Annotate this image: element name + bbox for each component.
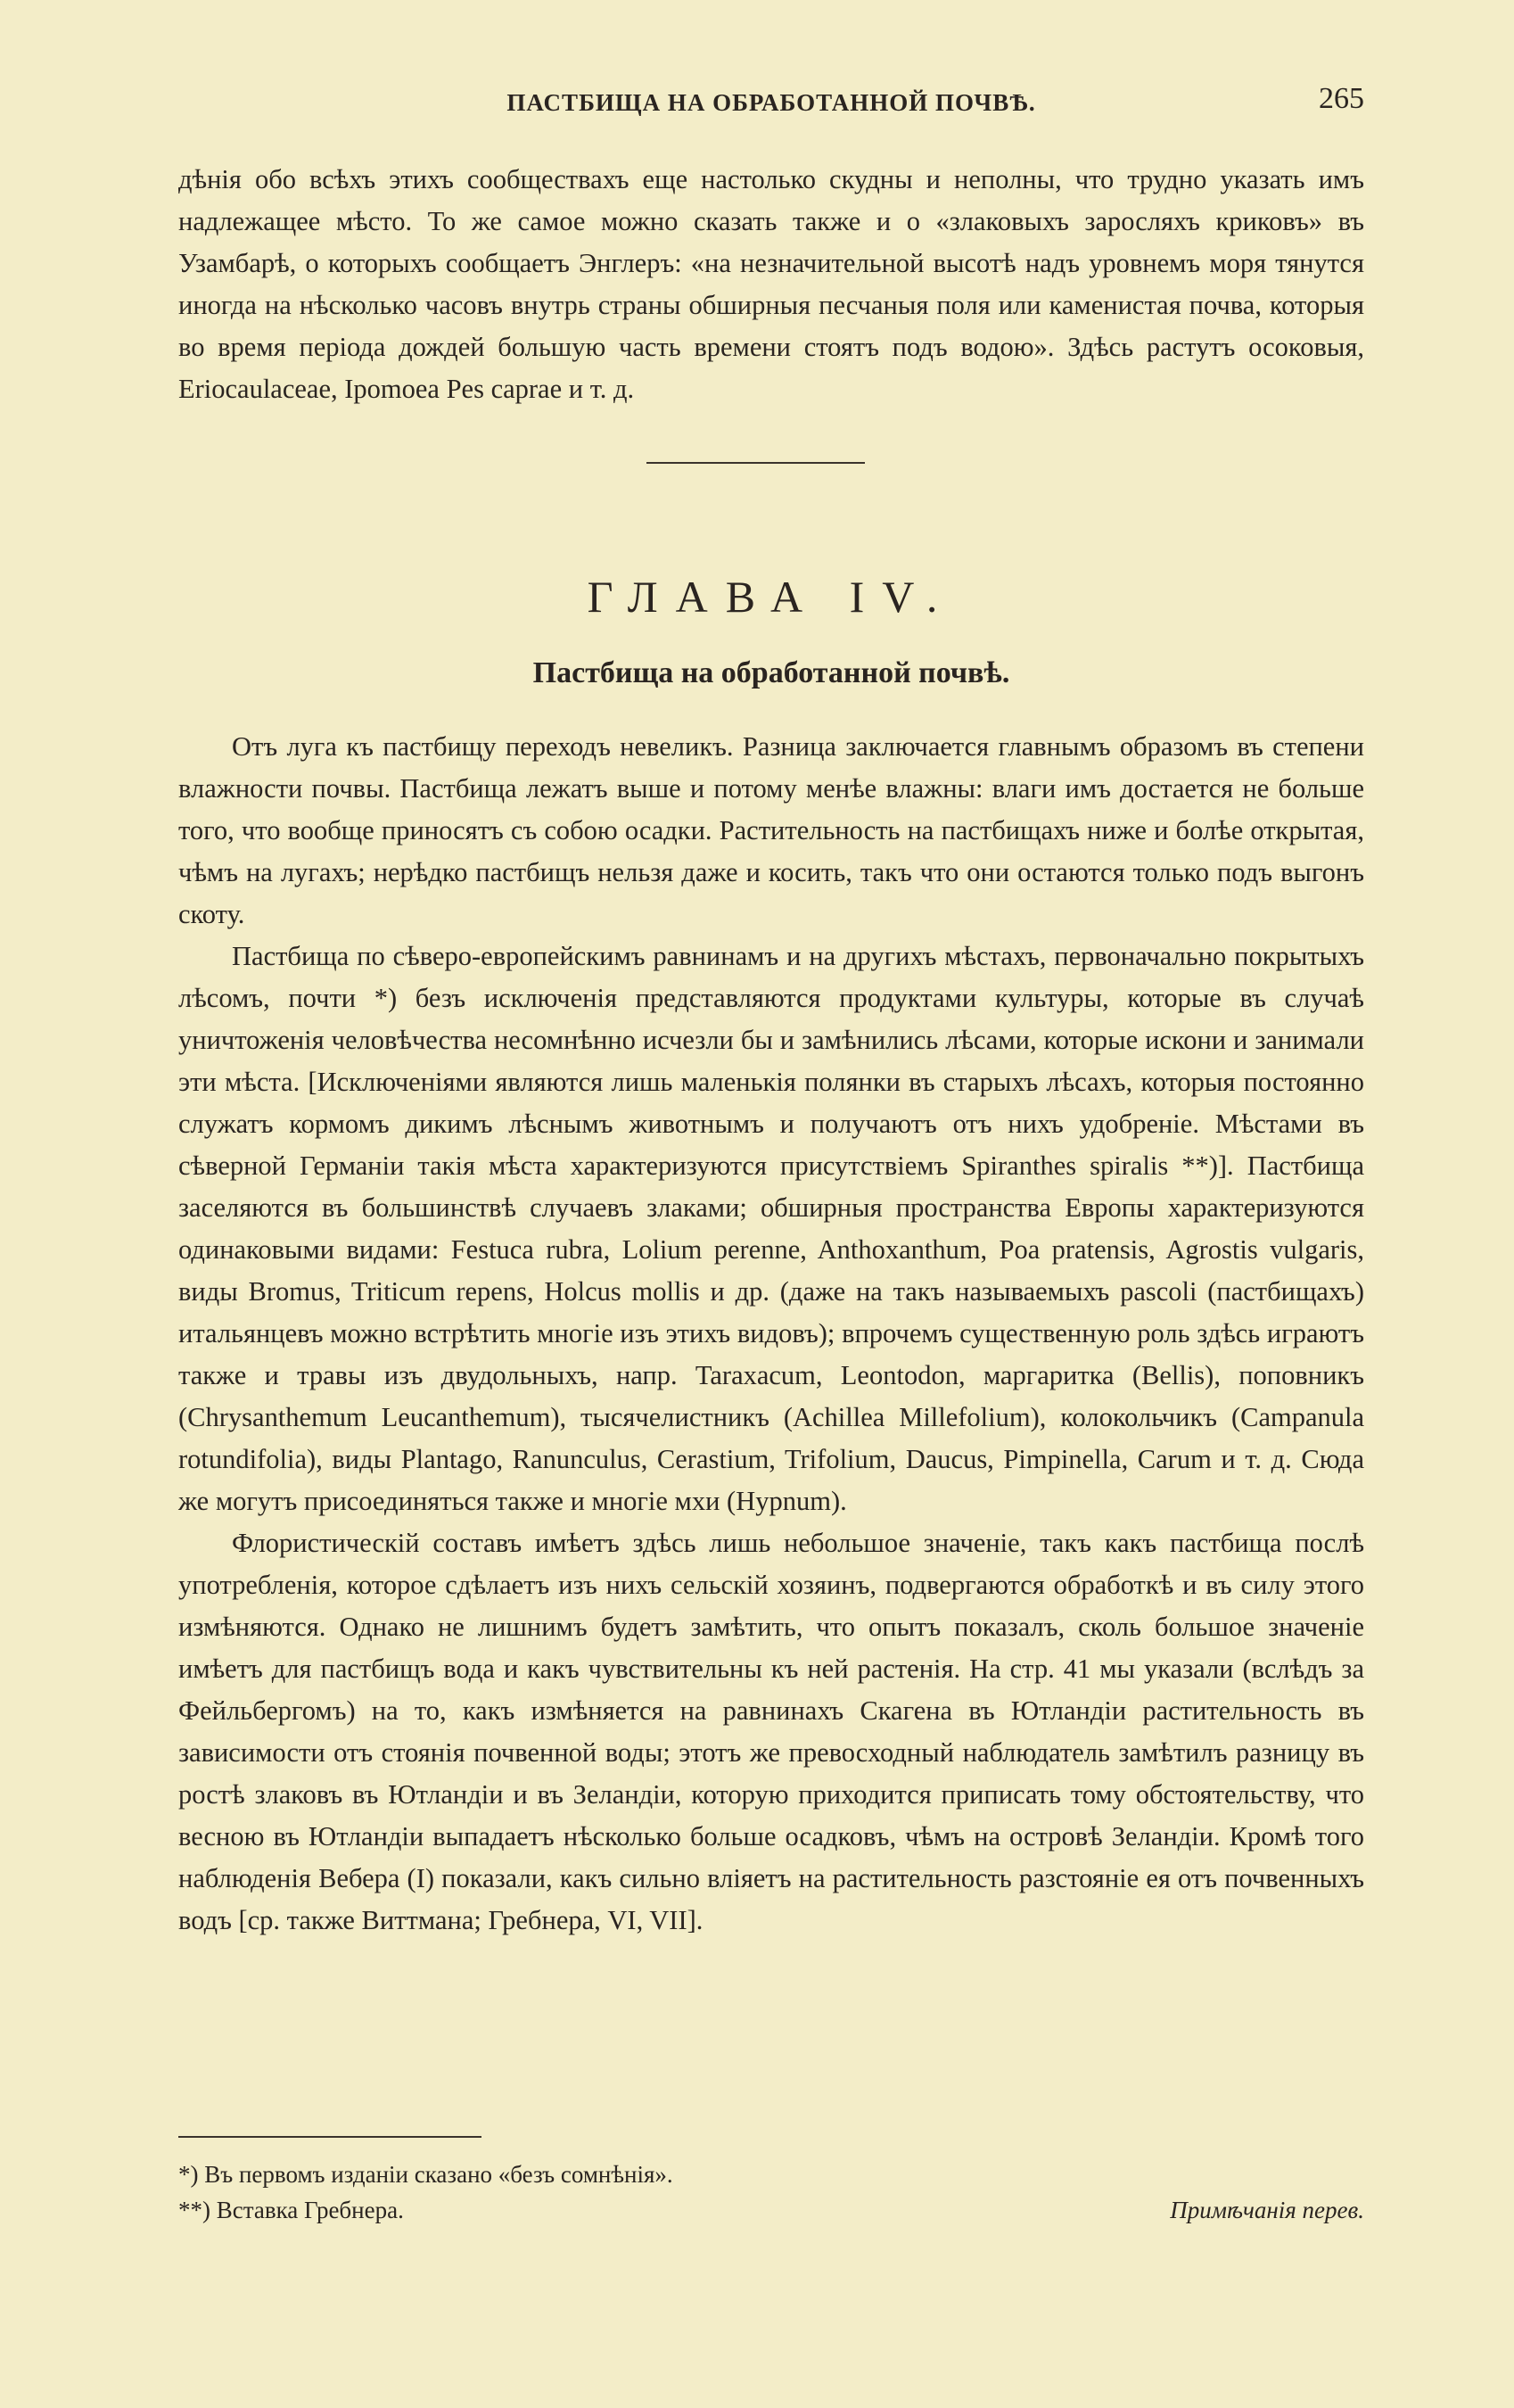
chapter-body — [178, 726, 1364, 1942]
footnote-divider — [178, 2136, 481, 2138]
footnote-line-1 — [178, 2156, 1364, 2192]
chapter-title: ГЛАВА IV. — [587, 572, 956, 622]
running-title: ПАСТБИЩА НА ОБРАБОТАННОЙ ПОЧВѢ. — [506, 89, 1036, 116]
section-divider — [646, 462, 865, 464]
intro-paragraph-block — [178, 159, 1364, 410]
translator-note: Примѣчанія перев. — [1170, 2197, 1364, 2223]
body-paragraph-2: Пастбища по сѣверо-европейскимъ равнинамъ и на другихъ мѣстахъ, первоначально покрытыхъ лѣсомъ, почти *) безъ исключенія представляются продуктами культуры, которые въ случаѣ уничтоженія человѣчества несомнѣнно исчезли бы и замѣнились лѣсами, которые искони и занимали эти мѣста. [Исключеніями являются лишь маленькія полянки въ старыхъ лѣсахъ, которыя постоянно служатъ кормомъ дикимъ лѣснымъ животнымъ и получаютъ отъ нихъ удобреніе. Мѣстами въ сѣверной Германіи такія мѣста характеризуются присутствіемъ Spiranthes spiralis **)]. Пастбища заселяются въ большинствѣ случаевъ злаками; обширныя пространства Европы характеризуются одинаковыми видами: Festuca rubra, Lolium perenne, Anthoxanthum, Poa pratensis, Agrostis vulgaris, виды Bromus, Triticum repens, Holcus mollis и др. (даже на такъ называемыхъ pascoli (пастбищахъ) итальянцевъ можно встрѣтить многіе изъ этихъ видовъ); впрочемъ существенную роль здѣсь играютъ также и травы изъ двудольныхъ, напр. Taraxacum, Leontodon, маргаритка (Bellis), поповникъ (Chrysanthemum Leucanthemum), тысячелистникъ (Achillea Millefolium), колокольчикъ (Campanula rotundifolia), виды Plantago, Ranunculus, Cerastium, Trifolium, Daucus, Pimpinella, Carum и т. д. Сюда же могутъ присоединяться также и многіе мхи (Hypnum). — [178, 941, 1364, 1516]
body-paragraph-1: Отъ луга къ пастбищу переходъ невеликъ. Разница заключается главнымъ образомъ въ степени влажности почвы. Пастбища лежатъ выше и потому менѣе влажны: влаги имъ достается не больше того, что вообще приносятъ съ собою осадки. Растительность на пастбищахъ ниже и болѣе открытая, чѣмъ на лугахъ; нерѣдко пастбищъ нельзя даже и косить, такъ что они остаются только подъ выгонъ скоту. — [178, 731, 1364, 929]
chapter-subtitle: Пастбища на обработанной почвѣ. — [532, 656, 1010, 689]
footnote-1: *) Въ первомъ изданіи сказано «безъ сомнѣнія». — [178, 2161, 673, 2188]
running-head — [178, 82, 1364, 127]
intro-paragraph: дѣнія обо всѣхъ этихъ сообществахъ еще настолько скудны и неполны, что трудно указать имъ надлежащее мѣсто. То же самое можно сказать также и о «злаковыхъ заросляхъ криковъ» въ Узамбарѣ, о которыхъ сообщаетъ Энглеръ: «на незначительной высотѣ надъ уровнемъ моря тянутся иногда на нѣсколько часовъ внутрь страны обширныя песчаныя поля или каменистая почва, которыя во время періода дождей большую часть времени стоятъ подъ водою». Здѣсь растутъ осоковыя, Eriocaulaceae, Ipomoea Pes caprae и т. д. — [178, 164, 1364, 404]
footnote-2: **) Вставка Гребнера. — [178, 2197, 404, 2223]
page-number: 265 — [1319, 82, 1364, 115]
body-paragraph-3: Флористическій составъ имѣетъ здѣсь лишь небольшое значеніе, такъ какъ пастбища послѣ употребленія, которое сдѣлаетъ изъ нихъ сельскій хозяинъ, подвергаются обработкѣ и въ силу этого измѣняются. Однако не лишнимъ будетъ замѣтить, что опытъ показалъ, сколь большое значеніе имѣетъ для пастбищъ вода и какъ чувствительны къ ней растенія. На стр. 41 мы указали (вслѣдъ за Фейльбергомъ) на то, какъ измѣняется на равнинахъ Скагена въ Ютландіи растительность въ зависимости отъ стоянія почвенной воды; этотъ же превосходный наблюдатель замѣтилъ разницу въ ростѣ злаковъ въ Ютландіи и въ Зеландіи, которую приходится приписать тому обстоятельству, что весною въ Ютландіи выпадаетъ нѣсколько больше осадковъ, чѣмъ на островѣ Зеландіи. Кромѣ того наблюденія Вебера (I) показали, какъ сильно вліяетъ на растительность разстояніе ея отъ почвенныхъ водъ [ср. также Виттмана; Гребнера, VI, VII]. — [178, 1528, 1364, 1935]
footnote-line-2 — [178, 2192, 1364, 2228]
footnotes — [178, 2156, 1364, 2228]
